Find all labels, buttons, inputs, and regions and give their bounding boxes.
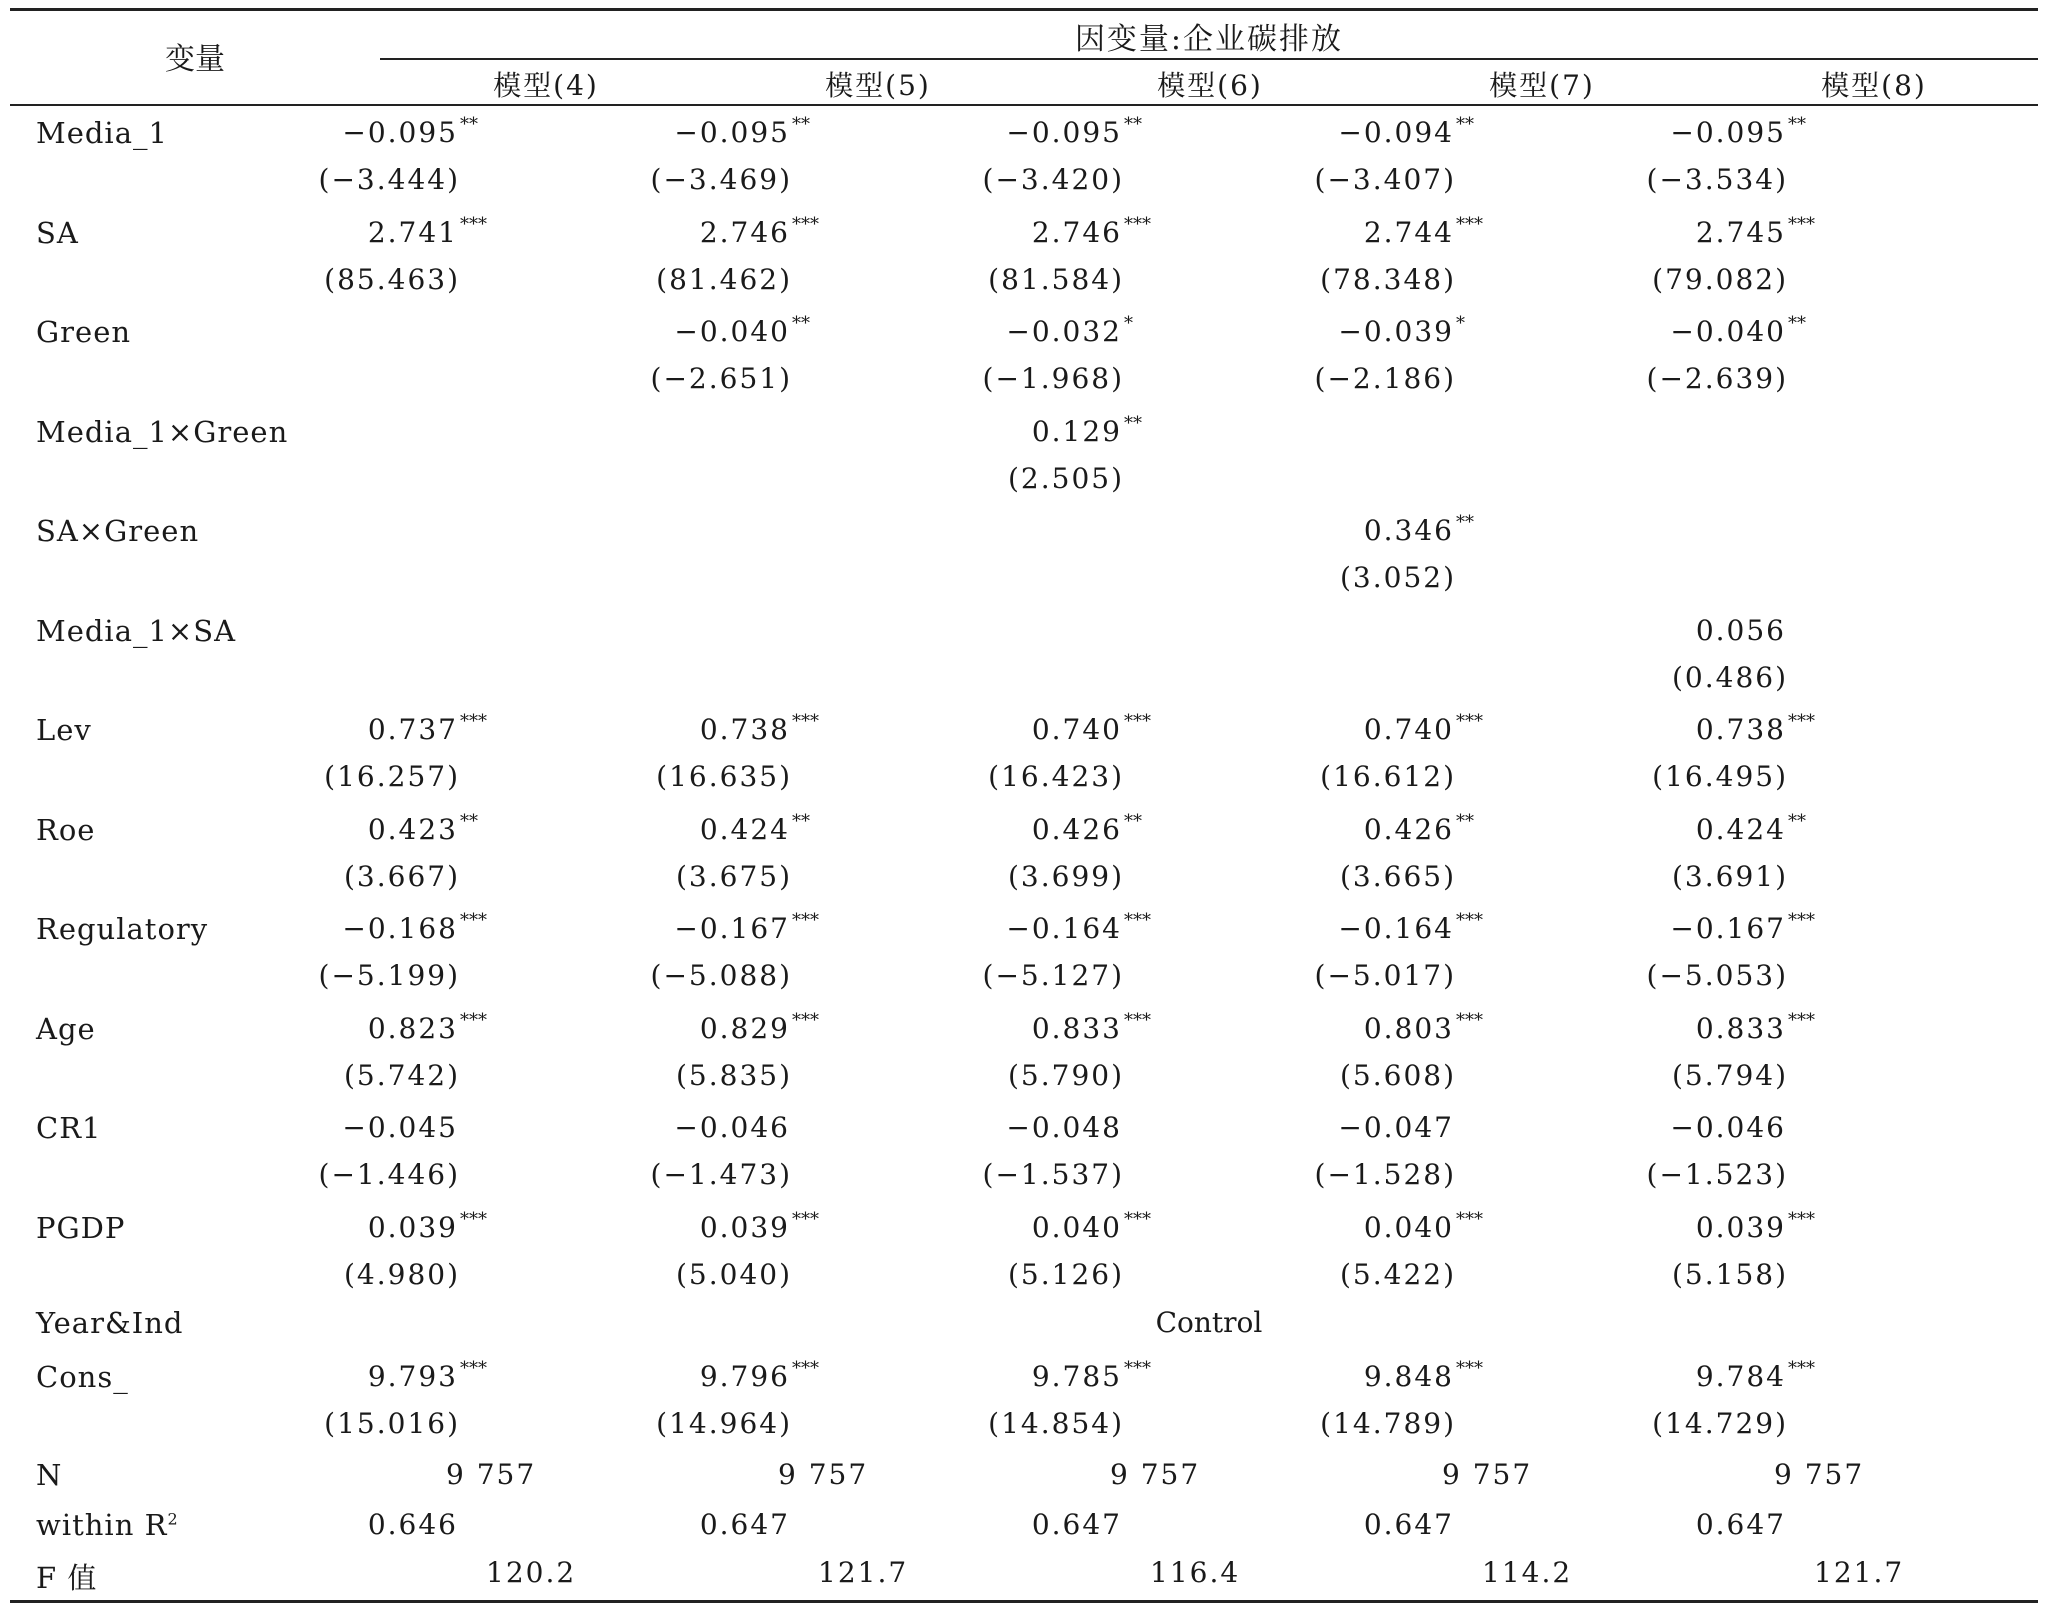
row-label: N xyxy=(36,1458,63,1492)
r-squared-value: 0.647 xyxy=(1031,1508,1122,1541)
control-note: Control xyxy=(1155,1306,1263,1339)
coefficient-cell xyxy=(854,412,1154,448)
coefficient-cell xyxy=(190,1360,490,1393)
significance-stars: *** xyxy=(1456,1009,1483,1031)
significance-stars: *** xyxy=(1124,1358,1151,1379)
t-statistic: (−5.017) xyxy=(1314,959,1456,992)
coefficient-cell xyxy=(1518,713,1818,746)
coefficient-cell xyxy=(1186,1360,1486,1393)
significance-stars: ** xyxy=(1456,810,1474,832)
row-label: Regulatory xyxy=(36,912,209,946)
coefficient-value: 0.129 xyxy=(1031,414,1122,448)
significance-stars: ** xyxy=(1124,810,1142,832)
coefficient-value: 0.737 xyxy=(367,713,458,746)
t-statistic: (81.462) xyxy=(656,262,792,296)
coefficient-value: 0.424 xyxy=(1695,812,1786,846)
significance-stars: *** xyxy=(792,711,819,732)
dependent-variable-header: 因变量:企业碳排放 xyxy=(1074,22,1344,57)
coefficient-value: 0.829 xyxy=(699,1011,790,1045)
t-statistic: (79.082) xyxy=(1652,262,1788,296)
coefficient-cell xyxy=(854,315,1154,348)
coefficient-cell xyxy=(522,116,822,149)
r2-label-text: within R xyxy=(36,1508,168,1542)
header-sub-rule xyxy=(380,58,2038,60)
coefficient-value: 2.741 xyxy=(367,215,458,249)
coefficient-cell xyxy=(1186,1208,1486,1244)
coefficient-cell xyxy=(1186,810,1486,846)
t-statistic: (−1.446) xyxy=(318,1158,460,1191)
coefficient-value: 0.039 xyxy=(367,1210,458,1244)
coefficient-cell xyxy=(1518,213,1818,249)
row-label: Media_1×Green xyxy=(36,414,289,449)
t-statistic: (3.052) xyxy=(1339,561,1456,594)
coefficient-value: 0.346 xyxy=(1363,514,1454,547)
coefficient-cell xyxy=(854,1208,1154,1244)
significance-stars: ** xyxy=(792,810,810,832)
t-statistic: (16.635) xyxy=(656,760,792,793)
significance-stars: *** xyxy=(1788,711,1815,732)
row-label: Year&Ind xyxy=(36,1306,184,1340)
coefficient-cell xyxy=(854,116,1154,149)
coefficient-cell xyxy=(1186,116,1486,149)
coefficient-cell xyxy=(854,1111,1154,1144)
coefficient-value: −0.045 xyxy=(342,1111,458,1144)
coefficient-value: −0.168 xyxy=(342,912,458,945)
t-statistic: (85.463) xyxy=(324,262,460,296)
coefficient-value: −0.095 xyxy=(342,116,458,149)
row-label: Cons_ xyxy=(36,1360,129,1394)
coefficient-cell xyxy=(1186,713,1486,746)
f-value: 114.2 xyxy=(1482,1556,1573,1589)
t-statistic: (5.126) xyxy=(1007,1257,1124,1291)
significance-stars: *** xyxy=(1788,1009,1815,1031)
coefficient-value: 0.740 xyxy=(1363,713,1454,746)
coefficient-value: 9.796 xyxy=(699,1360,790,1393)
significance-stars: ** xyxy=(1124,114,1142,135)
coefficient-value: −0.048 xyxy=(1006,1111,1122,1144)
coefficient-value: 0.833 xyxy=(1695,1011,1786,1045)
f-value: 121.7 xyxy=(818,1556,909,1589)
significance-stars: ** xyxy=(792,313,810,334)
coefficient-cell xyxy=(190,912,490,945)
coefficient-value: −0.095 xyxy=(1006,116,1122,149)
coefficient-cell xyxy=(522,315,822,348)
row-label: CR1 xyxy=(36,1111,102,1145)
t-statistic: (−1.473) xyxy=(650,1158,792,1191)
model-6-header: 模型(6) xyxy=(1157,69,1263,102)
coefficient-cell xyxy=(1186,912,1486,945)
row-label: Lev xyxy=(36,713,92,747)
significance-stars: ** xyxy=(1456,512,1474,533)
t-statistic: (−3.534) xyxy=(1646,163,1788,196)
r2-superscript: 2 xyxy=(167,1509,179,1529)
coefficient-cell xyxy=(1518,1360,1818,1393)
coefficient-value: 0.056 xyxy=(1695,613,1786,647)
significance-stars: *** xyxy=(1788,1208,1815,1230)
t-statistic: (−3.444) xyxy=(318,163,460,196)
coefficient-value: 2.744 xyxy=(1363,215,1454,249)
coefficient-value: −0.046 xyxy=(674,1111,790,1144)
coefficient-value: 2.746 xyxy=(1031,215,1122,249)
row-label: Green xyxy=(36,315,132,349)
t-statistic: (−2.651) xyxy=(650,362,792,395)
t-statistic: (0.486) xyxy=(1671,660,1788,694)
t-statistic: (3.699) xyxy=(1007,859,1124,893)
coefficient-value: 0.740 xyxy=(1031,713,1122,746)
row-label: SA×Green xyxy=(36,514,200,548)
coefficient-value: 0.426 xyxy=(1031,812,1122,846)
coefficient-cell xyxy=(854,213,1154,249)
coefficient-cell xyxy=(522,912,822,945)
variable-header: 变量 xyxy=(165,42,225,77)
significance-stars: *** xyxy=(460,1208,487,1230)
coefficient-cell xyxy=(1518,810,1818,846)
significance-stars: ** xyxy=(1788,114,1806,135)
header-rule xyxy=(10,104,2038,106)
t-statistic: (−2.639) xyxy=(1646,362,1788,395)
coefficient-cell xyxy=(522,1111,822,1144)
coefficient-value: 9.785 xyxy=(1031,1360,1122,1393)
coefficient-cell xyxy=(190,1208,490,1244)
t-statistic: (−3.420) xyxy=(982,163,1124,196)
t-statistic: (16.495) xyxy=(1652,760,1788,793)
significance-stars: *** xyxy=(1124,910,1151,931)
coefficient-value: 2.746 xyxy=(699,215,790,249)
coefficient-value: −0.167 xyxy=(1670,912,1786,945)
coefficient-value: 9.784 xyxy=(1695,1360,1786,1393)
r-squared-value: 0.647 xyxy=(1363,1508,1454,1541)
t-statistic: (5.040) xyxy=(675,1257,792,1291)
coefficient-cell xyxy=(190,1009,490,1045)
coefficient-value: 0.738 xyxy=(1695,713,1786,746)
t-statistic: (5.794) xyxy=(1671,1058,1788,1092)
row-label: PGDP xyxy=(36,1210,126,1245)
coefficient-cell xyxy=(522,1009,822,1045)
significance-stars: *** xyxy=(460,711,487,732)
coefficient-value: 0.738 xyxy=(699,713,790,746)
coefficient-value: −0.040 xyxy=(1670,315,1786,348)
t-statistic: (15.016) xyxy=(324,1407,460,1440)
significance-stars: *** xyxy=(1124,1208,1151,1230)
t-statistic: (16.612) xyxy=(1320,760,1456,793)
significance-stars: *** xyxy=(1124,213,1151,235)
coefficient-value: 2.745 xyxy=(1695,215,1786,249)
t-statistic: (16.423) xyxy=(988,760,1124,793)
observation-count: 9 757 xyxy=(446,1458,537,1491)
t-statistic: (−5.053) xyxy=(1646,959,1788,992)
coefficient-value: 0.040 xyxy=(1031,1210,1122,1244)
coefficient-value: 0.426 xyxy=(1363,812,1454,846)
row-label: Media_1×SA xyxy=(36,613,237,648)
coefficient-cell xyxy=(854,810,1154,846)
coefficient-cell xyxy=(1518,1009,1818,1045)
t-statistic: (5.422) xyxy=(1339,1257,1456,1291)
coefficient-value: −0.040 xyxy=(674,315,790,348)
f-value: 116.4 xyxy=(1150,1556,1241,1589)
coefficient-value: −0.164 xyxy=(1338,912,1454,945)
coefficient-value: −0.039 xyxy=(1338,315,1454,348)
coefficient-cell xyxy=(1518,1208,1818,1244)
t-statistic: (78.348) xyxy=(1320,262,1456,296)
coefficient-cell xyxy=(854,1009,1154,1045)
coefficient-value: −0.047 xyxy=(1338,1111,1454,1144)
significance-stars: *** xyxy=(1456,711,1483,732)
t-statistic: (−1.968) xyxy=(982,362,1124,395)
row-label: Media_1 xyxy=(36,116,168,150)
coefficient-value: −0.095 xyxy=(674,116,790,149)
coefficient-cell xyxy=(190,116,490,149)
row-label: SA xyxy=(36,215,79,250)
t-statistic: (−5.127) xyxy=(982,959,1124,992)
coefficient-value: −0.046 xyxy=(1670,1111,1786,1144)
significance-stars: ** xyxy=(460,810,478,832)
coefficient-cell xyxy=(522,713,822,746)
significance-stars: *** xyxy=(1456,1358,1483,1379)
r-squared-value: 0.646 xyxy=(367,1508,458,1541)
significance-stars: * xyxy=(1456,313,1465,334)
significance-stars: *** xyxy=(1788,910,1815,931)
coefficient-cell xyxy=(190,713,490,746)
t-statistic: (−5.088) xyxy=(650,959,792,992)
coefficient-value: −0.167 xyxy=(674,912,790,945)
r-squared-value: 0.647 xyxy=(1695,1508,1786,1541)
f-value: 121.7 xyxy=(1814,1556,1905,1589)
coefficient-cell xyxy=(1518,1111,1818,1144)
coefficient-cell xyxy=(854,1360,1154,1393)
coefficient-value: 0.833 xyxy=(1031,1011,1122,1045)
significance-stars: ** xyxy=(460,114,478,135)
t-statistic: (14.729) xyxy=(1652,1407,1788,1440)
significance-stars: *** xyxy=(792,1358,819,1379)
coefficient-cell xyxy=(1518,315,1818,348)
coefficient-cell xyxy=(190,213,490,249)
t-statistic: (−2.186) xyxy=(1314,362,1456,395)
coefficient-value: 0.823 xyxy=(367,1011,458,1045)
t-statistic: (−1.523) xyxy=(1646,1158,1788,1191)
t-statistic: (5.742) xyxy=(343,1058,460,1092)
model-7-header: 模型(7) xyxy=(1489,69,1595,102)
t-statistic: (16.257) xyxy=(324,760,460,793)
significance-stars: *** xyxy=(1456,910,1483,931)
t-statistic: (−1.537) xyxy=(982,1158,1124,1191)
observation-count: 9 757 xyxy=(1110,1458,1201,1491)
significance-stars: * xyxy=(1124,313,1133,334)
observation-count: 9 757 xyxy=(778,1458,869,1491)
coefficient-value: 0.424 xyxy=(699,812,790,846)
coefficient-cell xyxy=(190,1111,490,1144)
coefficient-value: −0.164 xyxy=(1006,912,1122,945)
coefficient-cell xyxy=(854,713,1154,746)
coefficient-value: −0.032 xyxy=(1006,315,1122,348)
coefficient-cell xyxy=(522,810,822,846)
coefficient-cell xyxy=(1186,1111,1486,1144)
significance-stars: *** xyxy=(1456,213,1483,235)
t-statistic: (5.158) xyxy=(1671,1257,1788,1291)
coefficient-value: 9.793 xyxy=(367,1360,458,1393)
t-statistic: (14.964) xyxy=(656,1407,792,1440)
coefficient-cell xyxy=(1186,514,1486,547)
significance-stars: *** xyxy=(792,213,819,235)
t-statistic: (2.505) xyxy=(1007,461,1124,495)
f-value: 120.2 xyxy=(486,1556,577,1589)
significance-stars: ** xyxy=(792,114,810,135)
coefficient-value: 0.040 xyxy=(1363,1210,1454,1244)
coefficient-value: −0.094 xyxy=(1338,116,1454,149)
t-statistic: (−3.407) xyxy=(1314,163,1456,196)
significance-stars: *** xyxy=(1124,711,1151,732)
significance-stars: *** xyxy=(1788,1358,1815,1379)
coefficient-value: 0.039 xyxy=(699,1210,790,1244)
significance-stars: *** xyxy=(792,1208,819,1230)
coefficient-value: 0.423 xyxy=(367,812,458,846)
significance-stars: *** xyxy=(460,213,487,235)
model-4-header: 模型(4) xyxy=(493,69,599,102)
r-squared-value: 0.647 xyxy=(699,1508,790,1541)
model-8-header: 模型(8) xyxy=(1821,69,1927,102)
t-statistic: (3.667) xyxy=(343,859,460,893)
significance-stars: *** xyxy=(1124,1009,1151,1031)
significance-stars: *** xyxy=(792,910,819,931)
coefficient-cell xyxy=(1186,1009,1486,1045)
coefficient-cell xyxy=(1518,614,1818,647)
row-label: Age xyxy=(36,1011,96,1046)
coefficient-value: −0.095 xyxy=(1670,116,1786,149)
t-statistic: (5.835) xyxy=(675,1058,792,1092)
model-5-header: 模型(5) xyxy=(825,69,931,102)
t-statistic: (−1.528) xyxy=(1314,1158,1456,1191)
t-statistic: (3.675) xyxy=(675,859,792,893)
significance-stars: *** xyxy=(792,1009,819,1031)
significance-stars: *** xyxy=(460,1358,487,1379)
significance-stars: *** xyxy=(1456,1208,1483,1230)
t-statistic: (14.789) xyxy=(1320,1407,1456,1440)
t-statistic: (3.691) xyxy=(1671,859,1788,893)
observation-count: 9 757 xyxy=(1442,1458,1533,1491)
coefficient-cell xyxy=(1186,315,1486,348)
coefficient-cell xyxy=(1518,116,1818,149)
row-label: Roe xyxy=(36,812,96,847)
coefficient-value: 0.039 xyxy=(1695,1210,1786,1244)
significance-stars: ** xyxy=(1124,412,1142,434)
significance-stars: *** xyxy=(460,910,487,931)
bottom-rule xyxy=(10,1600,2038,1603)
observation-count: 9 757 xyxy=(1774,1458,1865,1491)
coefficient-cell xyxy=(854,912,1154,945)
significance-stars: ** xyxy=(1788,313,1806,334)
coefficient-value: 0.803 xyxy=(1363,1011,1454,1045)
coefficient-cell xyxy=(522,213,822,249)
t-statistic: (81.584) xyxy=(988,262,1124,296)
coefficient-value: 9.848 xyxy=(1363,1360,1454,1393)
significance-stars: *** xyxy=(1788,213,1815,235)
t-statistic: (5.790) xyxy=(1007,1058,1124,1092)
significance-stars: ** xyxy=(1456,114,1474,135)
t-statistic: (5.608) xyxy=(1339,1058,1456,1092)
coefficient-cell xyxy=(522,1360,822,1393)
significance-stars: *** xyxy=(460,1009,487,1031)
t-statistic: (14.854) xyxy=(988,1407,1124,1440)
significance-stars: ** xyxy=(1788,810,1806,832)
row-label: F 值 xyxy=(36,1561,98,1595)
coefficient-cell xyxy=(1518,912,1818,945)
t-statistic: (−3.469) xyxy=(650,163,792,196)
coefficient-cell xyxy=(1186,213,1486,249)
t-statistic: (4.980) xyxy=(343,1257,460,1291)
coefficient-cell xyxy=(522,1208,822,1244)
t-statistic: (3.665) xyxy=(1339,859,1456,893)
coefficient-cell xyxy=(190,810,490,846)
t-statistic: (−5.199) xyxy=(318,959,460,992)
